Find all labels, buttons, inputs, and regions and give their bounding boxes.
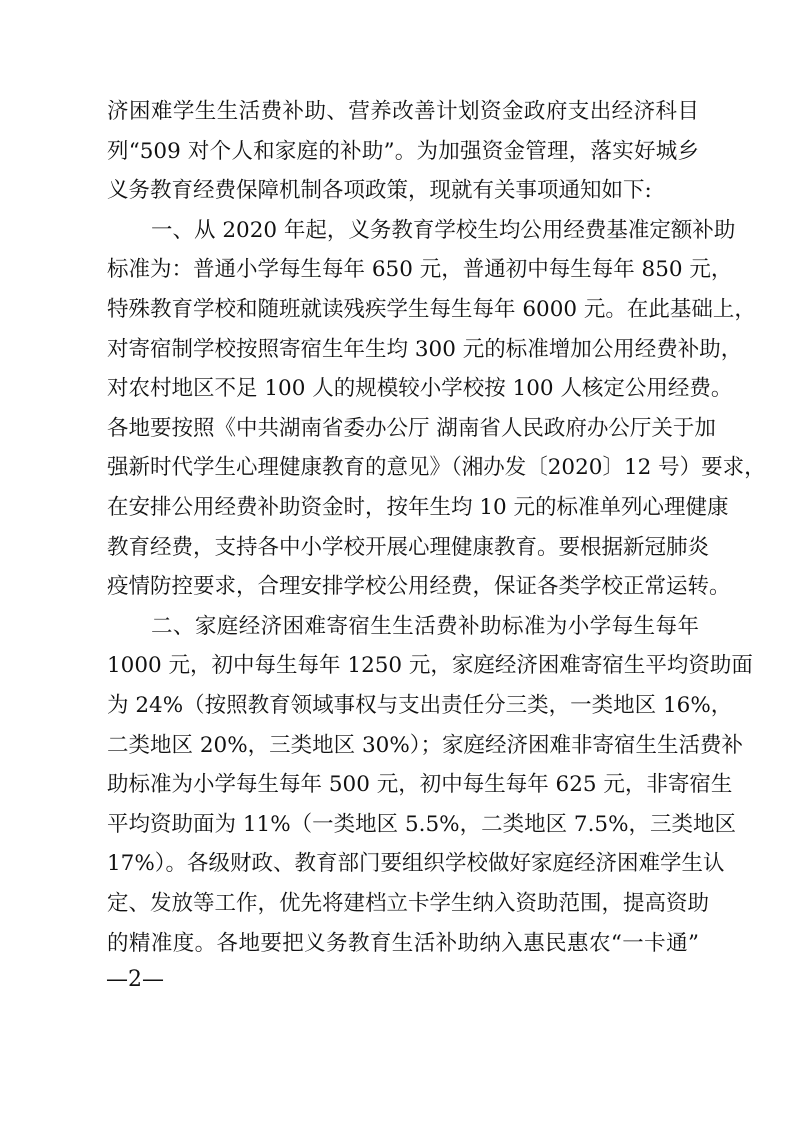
- text-line: 一、从 2020 年起，义务教育学校生均公用经费基准定额补助: [151, 218, 736, 243]
- text-line: 济困难学生生活费补助、营养改善计划资金政府支出经济科目: [107, 99, 699, 124]
- text-line: 对寄宿制学校按照寄宿生年生均 300 元的标准增加公用经费补助，: [107, 337, 743, 362]
- text-line: 二类地区 20%，三类地区 30%）；家庭经济困难非寄宿生生活费补: [107, 733, 743, 758]
- text-line: 17%）。各级财政、教育部门要组织学校做好家庭经济困难学生认: [107, 851, 725, 876]
- text-line: 特殊教育学校和随班就读残疾学生每生每年 6000 元。在此基础上，: [107, 297, 756, 322]
- text-line: 各地要按照《中共湖南省委办公厅 湖南省人民政府办公厅关于加: [107, 416, 716, 441]
- text-line: 1000 元，初中每生每年 1250 元，家庭经济困难寄宿生平均资助面: [107, 653, 753, 678]
- text-line: 二、家庭经济困难寄宿生生活费补助标准为小学每生每年: [151, 614, 699, 639]
- text-line: 定、发放等工作，优先将建档立卡学生纳入资助范围，提高资助: [107, 891, 710, 916]
- page-number: —2—: [106, 967, 164, 992]
- text-line: 平均资助面为 11%（一类地区 5.5%，二类地区 7.5%，三类地区: [107, 812, 737, 837]
- text-line: 义务教育经费保障机制各项政策，现就有关事项通知如下:: [107, 178, 652, 203]
- text-line: 助标准为小学每生每年 500 元，初中每生每年 625 元，非寄宿生: [107, 772, 733, 797]
- text-line: 教育经费，支持各中小学校开展心理健康教育。要根据新冠肺炎: [107, 535, 710, 560]
- text-line: 疫情防控要求，合理安排学校公用经费，保证各类学校正常运转。: [107, 574, 731, 599]
- text-line: 为 24%（按照教育领域事权与支出责任分三类，一类地区 16%，: [107, 693, 733, 718]
- text-line: 标准为：普通小学每生每年 650 元，普通初中每生每年 850 元，: [107, 257, 733, 282]
- text-line: 强新时代学生心理健康教育的意见》（湘办发〔2020〕12 号）要求，: [107, 455, 766, 480]
- text-line: 在安排公用经费补助资金时，按年生均 10 元的标准单列心理健康: [107, 495, 729, 520]
- text-line: 对农村地区不足 100 人的规模较小学校按 100 人核定公用经费。: [107, 376, 733, 401]
- text-line: 列“509 对个人和家庭的补助”。为加强资金管理，落实好城乡: [107, 139, 699, 164]
- text-line: 的精准度。各地要把义务教育生活补助纳入惠民惠农“一卡通”: [107, 931, 699, 956]
